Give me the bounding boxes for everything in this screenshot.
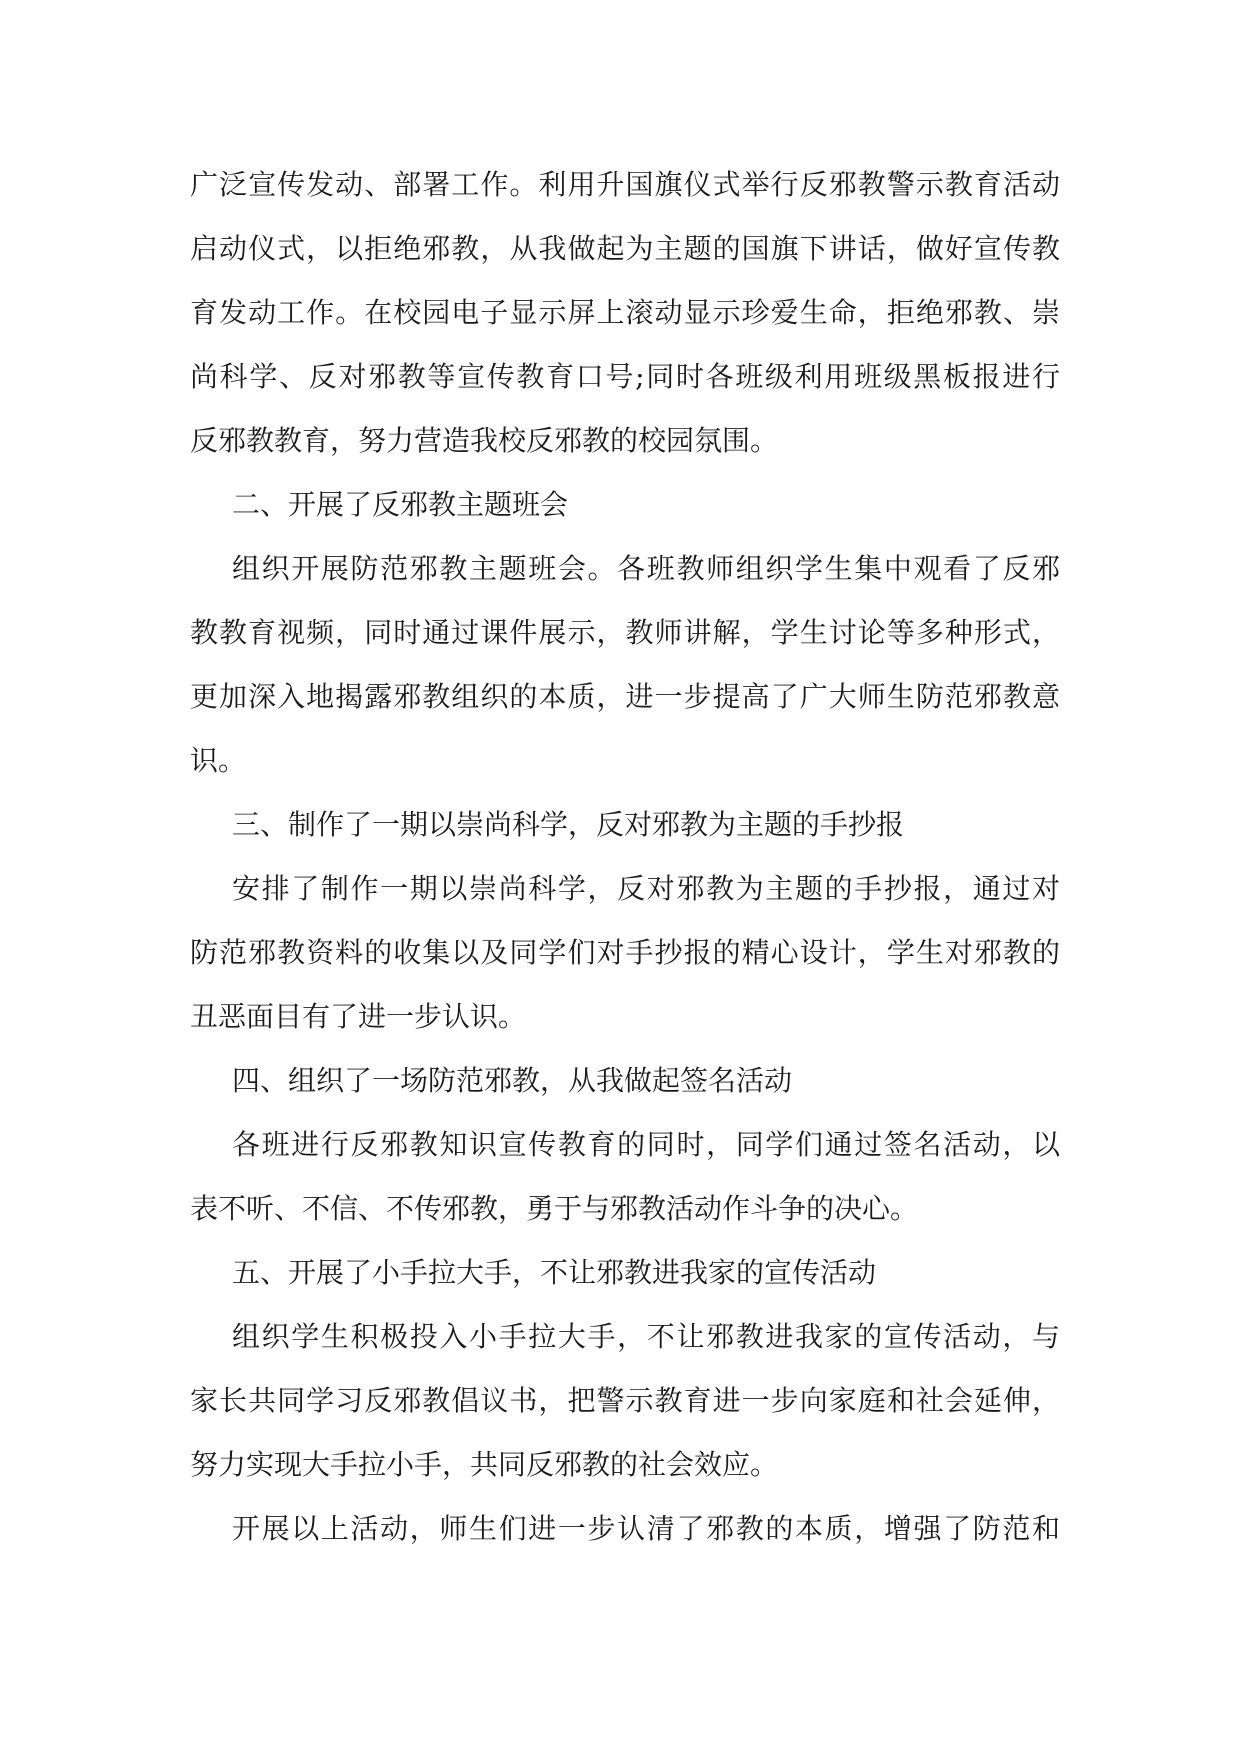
paragraph-1-line-2: 启动仪式，以拒绝邪教，从我做起为主题的国旗下讲话，做好宣传教 [190, 232, 1060, 265]
paragraph-5-line-2: 家长共同学习反邪教倡议书，把警示教育进一步向家庭和社会延伸， [190, 1384, 1060, 1417]
paragraph-3-line-3: 丑恶面目有了进一步认识。 [190, 1000, 527, 1033]
paragraph-1-line-3: 育发动工作。在校园电子显示屏上滚动显示珍爱生命，拒绝邪教、崇 [190, 296, 1060, 329]
paragraph-2-line-4: 识。 [190, 744, 247, 777]
paragraph-4-line-1: 各班进行反邪教知识宣传教育的同时，同学们通过签名活动，以 [232, 1128, 1060, 1161]
paragraph-1-line-1: 广泛宣传发动、部署工作。利用升国旗仪式举行反邪教警示教育活动 [190, 168, 1060, 201]
paragraph-5-line-3: 努力实现大手拉小手，共同反邪教的社会效应。 [190, 1448, 779, 1481]
section-heading-5: 五、开展了小手拉大手，不让邪教进我家的宣传活动 [232, 1256, 877, 1289]
section-heading-2: 二、开展了反邪教主题班会 [232, 488, 569, 521]
paragraph-3-line-2: 防范邪教资料的收集以及同学们对手抄报的精心设计，学生对邪教的 [190, 936, 1060, 969]
section-heading-4: 四、组织了一场防范邪教，从我做起签名活动 [232, 1064, 793, 1097]
paragraph-1-line-4: 尚科学、反对邪教等宣传教育口号;同时各班级利用班级黑板报进行 [190, 360, 1060, 393]
section-heading-3: 三、制作了一期以崇尚科学，反对邪教为主题的手抄报 [232, 808, 905, 841]
paragraph-2-line-2: 教教育视频，同时通过课件展示，教师讲解，学生讨论等多种形式， [190, 616, 1060, 649]
paragraph-6-line-1: 开展以上活动，师生们进一步认清了邪教的本质，增强了防范和 [232, 1512, 1060, 1545]
paragraph-5-line-1: 组织学生积极投入小手拉大手，不让邪教进我家的宣传活动，与 [232, 1320, 1060, 1353]
paragraph-4-line-2: 表不听、不信、不传邪教，勇于与邪教活动作斗争的决心。 [190, 1192, 919, 1225]
paragraph-1-line-5: 反邪教教育，努力营造我校反邪教的校园氛围。 [190, 424, 779, 457]
paragraph-2-line-3: 更加深入地揭露邪教组织的本质，进一步提高了广大师生防范邪教意 [190, 680, 1060, 713]
paragraph-2-line-1: 组织开展防范邪教主题班会。各班教师组织学生集中观看了反邪 [232, 552, 1060, 585]
paragraph-3-line-1: 安排了制作一期以崇尚科学，反对邪教为主题的手抄报，通过对 [232, 872, 1060, 905]
